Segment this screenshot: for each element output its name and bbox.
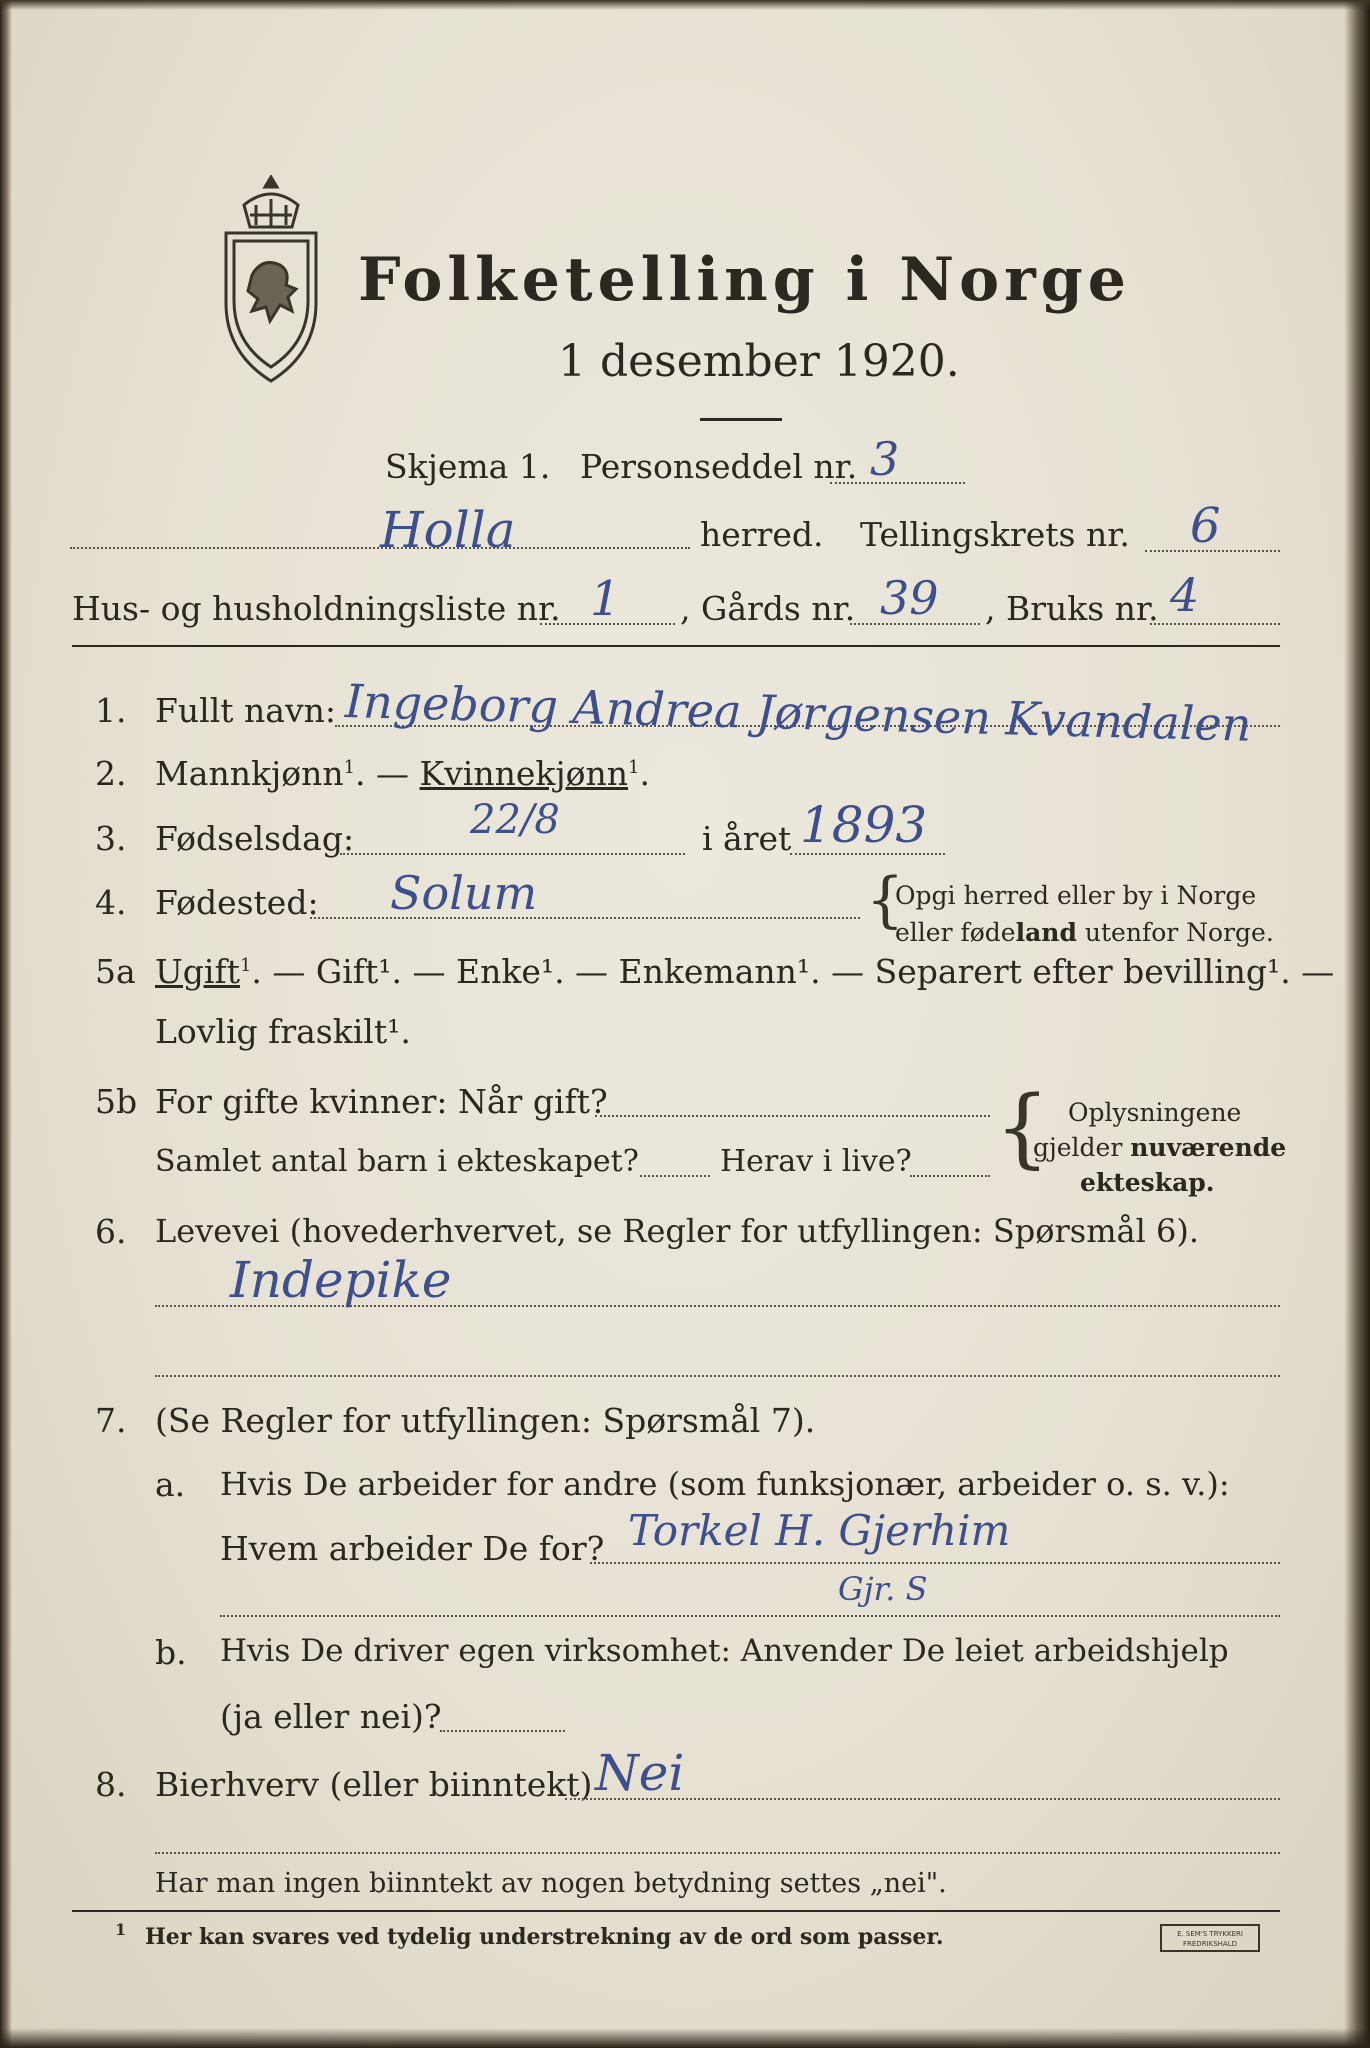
q5b-note-brace: { (995, 1078, 1050, 1178)
q8-value: Nei (595, 1744, 685, 1802)
q7b-line1: Hvis De driver egen virksomhet: Anvender De leiet arbeidshjelp (220, 1633, 1229, 1669)
q4-note-brace: { (866, 865, 905, 935)
q5b-note-line3: ekteskap. (1080, 1168, 1215, 1197)
q7-label: (Se Regler for utfyllingen: Spørsmål 7). (155, 1401, 816, 1440)
bruks-line (1150, 623, 1280, 625)
q5b-alive-line (910, 1175, 990, 1177)
q5a-ugift-underlined: Ugift (155, 952, 240, 991)
scan-edge-left (0, 0, 12, 2048)
q8-number: 8. (95, 1765, 127, 1804)
q5a-options: Ugift$^1$. — Gift¹. — Enke¹. — Enkemann¹. — Separert efter bevilling¹. — (155, 952, 1335, 991)
printer-stamp: E. SEM'S TRYKKERI FREDRIKSHALD (1160, 1924, 1260, 1952)
personseddel-value: 3 (870, 432, 900, 486)
scan-edge-right (1344, 0, 1370, 2048)
footer-note: Har man ingen biinntekt av nogen betydning settes „nei". (155, 1868, 947, 1899)
q3-label: Fødselsdag: (155, 819, 355, 858)
scan-edge-top (0, 0, 1370, 10)
q1-label: Fullt navn: (155, 691, 336, 730)
q5a-number: 5a (95, 952, 136, 991)
gards-label: , Gårds nr. (680, 589, 856, 628)
q8-line2 (155, 1852, 1280, 1854)
q5b-line1: For gifte kvinner: Når gift? (155, 1082, 608, 1121)
q1-number: 1. (95, 691, 127, 730)
q6-line2 (155, 1375, 1280, 1377)
q5b-children-label: Samlet antal barn i ekteskapet? (155, 1144, 639, 1179)
census-date: 1 desember 1920. (558, 336, 960, 387)
q7a-employer-line2 (220, 1615, 1280, 1617)
q8-label: Bierhverv (eller biinntekt) (155, 1765, 593, 1804)
q7a-employer-line (590, 1562, 1280, 1564)
title-divider (700, 418, 782, 421)
footnote-text: Her kan svares ved tydelig understrekning av de ord som passer. (145, 1924, 944, 1950)
q7a-line2: Hvem arbeider De for? (220, 1529, 605, 1568)
q4-note-line1: Opgi herred eller by i Norge (895, 881, 1257, 910)
bruks-value: 4 (1170, 568, 1200, 622)
q3-year-label: i året (702, 819, 792, 858)
q2-female-option-underlined: Kvinnekjønn (419, 754, 629, 793)
footer-divider (72, 1910, 1280, 1912)
q2-options: Mannkjønn$^1$. — Kvinnekjønn$^1$. (155, 754, 650, 793)
q3-year-value: 1893 (800, 796, 928, 854)
q4-birthplace-value: Solum (390, 866, 538, 920)
q5b-number: 5b (95, 1082, 138, 1121)
coat-of-arms-icon (212, 175, 330, 385)
q5a-line2: Lovlig fraskilt¹. (155, 1012, 411, 1051)
q4-label: Fødested: (155, 883, 319, 922)
herred-value: Holla (380, 501, 516, 559)
herred-label: herred. (700, 515, 824, 554)
header-divider (72, 645, 1280, 647)
gards-value: 39 (880, 571, 939, 625)
q4-note-line2: eller fødeland utenfor Norge. (895, 918, 1274, 947)
q5b-alive-label: Herav i live? (720, 1144, 912, 1179)
q6-label: Levevei (hovederhvervet, se Regler for utfyllingen: Spørsmål 6). (155, 1212, 1200, 1250)
q3-number: 3. (95, 819, 127, 858)
q7b-line2: (ja eller nei)? (220, 1697, 442, 1736)
q1-full-name: Ingeborg Andrea Jørgensen Kvandalen (344, 674, 1252, 752)
q7a-line1: Hvis De arbeider for andre (som funksjonær, arbeider o. s. v.): (220, 1465, 1230, 1503)
q7-number: 7. (95, 1401, 127, 1440)
husliste-value: 1 (590, 571, 621, 627)
husliste-label: Hus- og husholdningsliste nr. (72, 589, 561, 628)
q7b-letter: b. (155, 1633, 187, 1672)
q5b-note-line1: Oplysningene (1068, 1098, 1242, 1127)
schema-label: Skjema 1. (385, 447, 551, 486)
q3-day-line (340, 853, 685, 855)
q6-occupation-value: Indepike (230, 1251, 452, 1309)
tellingskrets-label: Tellingskrets nr. (860, 515, 1130, 554)
q2-number: 2. (95, 754, 127, 793)
q2-male-option: Mannkjønn (155, 754, 344, 793)
q5b-married-line (595, 1115, 990, 1117)
q5b-note-line2: gjelder nuværende (1033, 1133, 1287, 1162)
q6-number: 6. (95, 1212, 127, 1251)
q5b-children-line (640, 1175, 710, 1177)
bruks-label: , Bruks nr. (985, 589, 1159, 628)
q7a-letter: a. (155, 1465, 186, 1504)
tellingskrets-value: 6 (1190, 498, 1221, 554)
personseddel-label: Personseddel nr. (580, 447, 858, 486)
footnote-mark: 1 (115, 1920, 127, 1939)
q7a-employer-value2: Gjr. S (838, 1570, 928, 1608)
scan-edge-bottom (0, 2028, 1370, 2048)
q7b-line (440, 1730, 565, 1732)
q3-birthday-value: 22/8 (470, 797, 560, 843)
page-title: Folketelling i Norge (358, 245, 1131, 315)
q7a-employer-value: Torkel H. Gjerhim (628, 1506, 1011, 1555)
q4-number: 4. (95, 883, 127, 922)
